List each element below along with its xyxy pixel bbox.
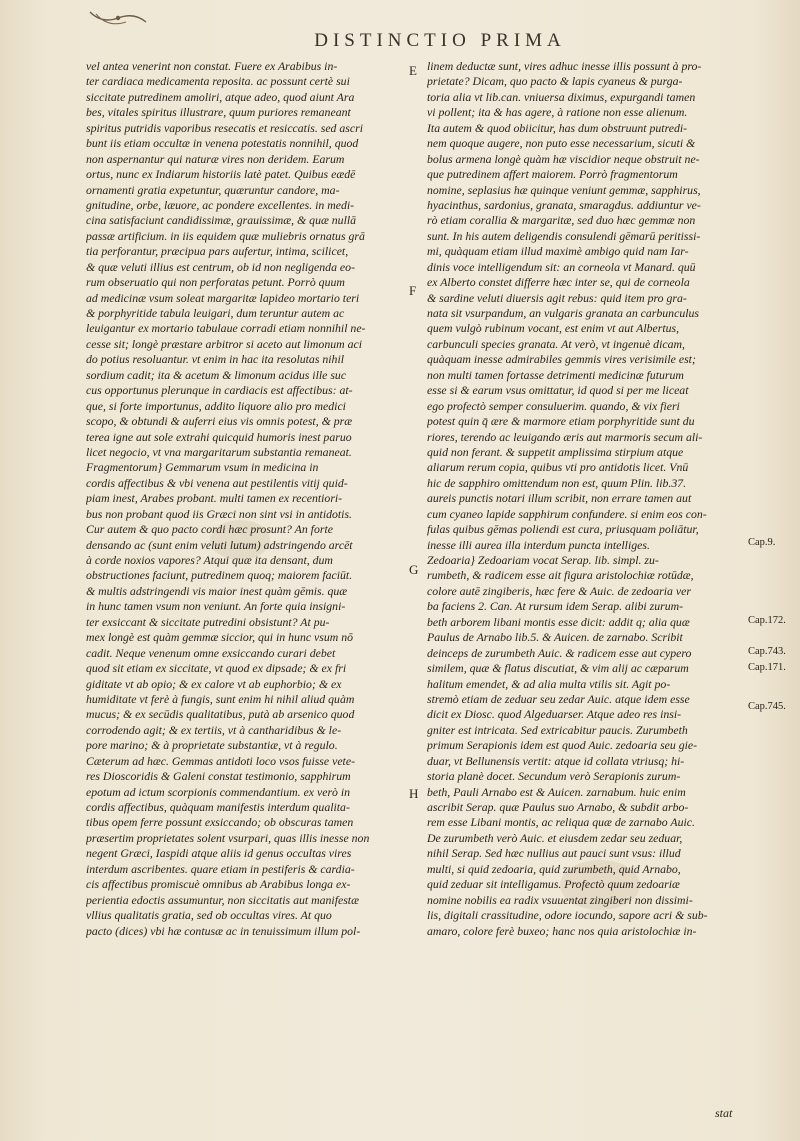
text-line: cis affectibus promiscuè omnibus ab Arabibus longa ex- xyxy=(86,877,351,892)
text-line: non aspernantur qui naturæ vires non deridem. Earum xyxy=(86,151,345,166)
margin-letter-f: F xyxy=(409,283,417,298)
text-line: fulas quibus gēmas poliendi est cura, priusquam poliātur, xyxy=(427,522,699,537)
text-line: ornamenti gratia expetuntur, quæruntur candore, ma- xyxy=(86,182,340,197)
text-line: giditate vt ab opio; & ex calore vt ab euphorbio; & ex xyxy=(86,676,342,691)
text-line: ascribit Serap. quæ Paulus suo Arnabo, & subdit arbo- xyxy=(427,800,689,814)
text-line: perientia edoctis assumuntur, non siccitatis aut manifestæ xyxy=(86,892,359,907)
text-line: aureis punctis notari illum scribit, non errare tamen aut xyxy=(427,491,692,506)
text-line: sunt. In his autem deligendis consulendi gēmarū peritissi- xyxy=(427,228,701,243)
text-line: passæ artificium. in iis equidem quæ muliebris ornatus grā xyxy=(86,228,365,243)
text-line: do potius resoluantur. vt enim in hac ita resolutas nihil xyxy=(86,352,344,367)
text-line: licet negocio, vt vna margaritarum substantia remaneat. xyxy=(86,444,352,459)
text-line: similem, quæ & flatus discutiat, & vim alij ac cæparum xyxy=(427,661,689,676)
text-line: corrodendo agit; & ex tertiis, vt à cantharidibus & le- xyxy=(86,722,342,737)
text-line: scopo, & obtundi & auferri eius vis omnis potest, & præ xyxy=(86,414,353,429)
text-line: cesse sit; longè præstare arbitror si aceto aut limonum aci xyxy=(86,336,363,351)
text-line: præsertim proprietates solent vsurpari, quas illis inesse non xyxy=(86,830,370,845)
text-line: non multi tamen fortasse detrimenti medicinæ futurum xyxy=(427,367,684,382)
text-line: rumbeth, & radicem esse ait figura aristolochiæ rotūdæ, xyxy=(427,568,694,583)
text-line: beth, Pauli Arnabo est & Auicen. zarnabum. huic enim xyxy=(427,784,686,799)
text-line: interdum ascribentes. quare etiam in pestiferis & cardia- xyxy=(86,861,355,876)
text-line: vllius qualitatis gratia, sed ob occultas vires. At quo xyxy=(86,908,332,923)
text-line: toria alia vt lib.can. vniuersa diximus, expurgandi tamen xyxy=(427,89,696,104)
text-line: hic de sapphiro omittendum non est, quum Plin. lib.37. xyxy=(427,475,687,490)
margin-reference: Cap.743. xyxy=(748,646,786,657)
margin-letter-g: G xyxy=(409,562,419,577)
text-line: amaro, colore ferè buxeo; hanc nos quia aristolochiæ in- xyxy=(427,923,697,938)
text-line: nomine nobilis ea radix vsuuentat zingiberi non dissimi- xyxy=(427,892,693,907)
text-line: mex longè est quàm gemmæ siccior, qui in hunc vsum nō xyxy=(86,630,354,645)
text-line: gniter est intricata. Sed extricabitur paucis. Zurumbeth xyxy=(427,722,688,737)
text-line: dicit ex Diosc. quod Algeduarser. Atque adeo res insi- xyxy=(427,707,682,722)
text-line: que, si forte importunus, addito liquore alio pro medici xyxy=(86,398,346,413)
text-line: cum cyaneo lapide sapphirum confundere. si enim eos con- xyxy=(427,506,707,521)
text-line: vi pollent; ita & has agere, à ratione non esse alienum. xyxy=(427,105,688,120)
headpiece-ornament-icon xyxy=(86,8,150,30)
text-line: cus opportunus plerunque in cardiacis est affectibus: at- xyxy=(86,383,353,398)
text-line: densando ac (sunt enim veluti lutum) adstringendo arcēt xyxy=(86,537,353,552)
text-line: sordium cadit; ita & acetum & limonum acidus ille suc xyxy=(86,367,347,382)
text-line: storia planè docet. Secundum verò Serapionis zurum- xyxy=(427,769,681,784)
text-line: deinceps de zurumbeth Auic. & radicem esse aut cypero xyxy=(427,645,692,660)
text-line: quid non ferant. & suppetit amplissima stirpium atque xyxy=(427,444,684,459)
text-line: terea igne aut sole extrahi quicquid humoris inest paruo xyxy=(86,429,352,444)
margin-reference: Cap.171. xyxy=(748,662,786,673)
text-line: epotum ad ictum scorpionis commendantium. ex verò in xyxy=(86,784,351,799)
text-line: rum obseruatio qui non perforatas petunt. Porrò quum xyxy=(86,275,345,290)
text-line: nihil Serap. Sed hæc nullius aut pauci sunt vsus: illud xyxy=(427,846,681,861)
text-line: ad medicinæ vsum soleat margaritæ lapideo mortario teri xyxy=(86,290,360,305)
text-line: lis, digitali crassitudine, odore iocundo, sapore acri & sub- xyxy=(427,908,708,923)
text-line: multi, si quid zedoaria, quid zurumbeth, quid Arnabo, xyxy=(427,861,681,876)
text-line: mucus; & ex secūdis qualitatibus, putà ab arsenico quod xyxy=(86,707,355,722)
text-line: halitum emendet, & ad alia multa vtilis sit. Agit po- xyxy=(427,676,671,691)
text-line: leuigantur ex mortario tabulaue corradi etiam nonnihil ne- xyxy=(86,321,366,336)
text-line: cordis affectibus & vbi venena aut pestilentis vitij quid- xyxy=(86,475,348,490)
text-line: riores, terendo ac leuigando æris aut marmoris secum ali- xyxy=(427,429,703,444)
text-line: quod sit etiam ex siccitate, vt quod ex dipsade; & ex fri xyxy=(86,661,347,676)
margin-reference: Cap.9. xyxy=(748,537,776,548)
text-line: Paulus de Arnabo lib.5. & Auicen. de zarnabo. Scribit xyxy=(427,630,683,645)
text-line: inesse illi aurea illa interdum puncta intelliges. xyxy=(427,537,650,552)
text-line: tia perforantur, præcipua pars aufertur, intima, scilicet, xyxy=(86,244,349,259)
text-line: & quæ veluti illius est centrum, ob id non negligenda eo- xyxy=(86,259,355,274)
text-line: obstructiones faciunt, putredinem quoq; maiorem faciūt. xyxy=(86,568,353,583)
text-line: vel antea venerint non constat. Fuere ex Arabibus in- xyxy=(86,59,338,73)
text-line: prietate? Dicam, quo pacto & lapis cyaneus & purga- xyxy=(427,74,683,89)
text-line: res Dioscoridis & Galeni constat testimonio, sapphirum xyxy=(86,769,351,784)
text-line: rò etiam corallia & margaritæ, sed duo hæc gemmæ non xyxy=(427,213,696,228)
text-line: bes, vitales spiritus illustrare, quum puriores remaneant xyxy=(86,105,351,120)
text-line: potest quin q̄ ære & marmore etiam porphyritide sunt du xyxy=(427,414,695,429)
text-line: ex Alberto constet differre hæc inter se, qui de corneola xyxy=(427,275,690,290)
text-line: Ita autem & quod obiicitur, has dum obstruunt putredi- xyxy=(427,120,688,135)
text-line: linem deductæ sunt, vires adhuc inesse illis possunt à pro- xyxy=(427,59,702,73)
text-line: quàquam inesse admirabiles gemmis vires verisimile est; xyxy=(427,352,696,367)
text-line: Fragmentorum} Gemmarum vsum in medicina in xyxy=(86,460,319,475)
text-line: ter exsiccant & siccitate putredini obsistunt? At pu- xyxy=(86,614,330,629)
text-line: & porphyritide tabula leuigari, dum teruntur autem ac xyxy=(86,306,345,320)
catchword: stat xyxy=(715,1106,733,1120)
text-line: hyacinthus, sardonius, granata, smaragdus. addiuntur ve- xyxy=(427,197,701,212)
text-line: bus non probant quod iis Græci non sint vsi in antidotis. xyxy=(86,506,352,521)
text-line: humiditate vt ferè à fungis, sunt enim hi nihil aliud quàm xyxy=(86,691,355,706)
text-line: ba faciens 2. Can. At rursum idem Serap. alibi zurum- xyxy=(427,599,684,614)
text-line: mi, quàquam etiam illud maximè ambigo quid nam Iar- xyxy=(427,244,689,259)
text-line: bolus armena longè quàm hæ viscidior neque obstruit ne- xyxy=(427,151,700,166)
text-line: esse si & earum vsus omittatur, id quod si per me liceat xyxy=(427,383,689,398)
text-line: tibus opem ferre possunt exsiccando; ob obscuras tamen xyxy=(86,815,354,830)
margin-reference: Cap.745. xyxy=(748,701,786,712)
text-line: piam inest, Arabes probant. multi tamen ex recentiori- xyxy=(86,491,343,506)
margin-letter-e: E xyxy=(409,63,417,78)
text-line: pacto (dices) vbi hæ contusæ ac in tenuissimum illum pol- xyxy=(86,923,361,938)
text-line: quem vulgò rubinum vocant, est enim vt aut Albertus, xyxy=(427,321,680,336)
text-line: quid zeduar sit intelligamus. Profectò quum zedoariæ xyxy=(427,877,680,892)
text-line: stremò etiam de zeduar seu zedar Auic. atque idem esse xyxy=(427,691,690,706)
text-line: De zurumbeth verò Auic. et eiusdem zedar seu zeduar, xyxy=(427,830,683,845)
text-line: cordis affectibus, quàquam manifestis interdum qualita- xyxy=(86,800,350,814)
text-line: negent Græci, Iaspidi atque aliis id genus occultas vires xyxy=(86,846,352,861)
margin-letter-h: H xyxy=(409,786,419,801)
text-line: Cæterum ad hæc. Gemmas antidoti loco vsos fuisse vete- xyxy=(86,753,356,768)
text-line: nata sit vsurpandum, an vulgaris granata an carbunculus xyxy=(427,306,699,320)
text-line: nomine, seplasius hæ quinque veniunt gemmæ, sapphirus, xyxy=(427,182,701,197)
text-line: rem esse Libani montis, ac reliqua quæ de zarnabo Auic. xyxy=(427,815,695,830)
text-line: Cur autem & quo pacto cordi hæc prosunt? An forte xyxy=(86,522,333,537)
text-line: ter cardiaca medicamenta reposita. ac possunt certè sui xyxy=(86,74,350,89)
text-line: nem quoque augere, non puto esse necessarium, sicuti & xyxy=(427,136,696,151)
text-line: cina satisfaciunt candidissimæ, grauissimæ, & quæ nullā xyxy=(86,213,357,228)
left-text-column xyxy=(86,59,400,939)
text-line: bunt iis etiam occultæ in venena potestatis nonnihil, quod xyxy=(86,136,359,151)
text-line: in hunc tamen vsum non veniunt. An forte quia insigni- xyxy=(86,599,346,614)
text-line: ortus, nunc ex Indiarum historiis latè patet. Quibus eædē xyxy=(86,167,356,182)
text-line: cadit. Neque venenum omne exsiccando curari debet xyxy=(86,645,336,660)
text-line: que putredinem affert maiorem. Porrò fragmentorum xyxy=(427,167,678,182)
page-header: DISTINCTIO PRIMA xyxy=(314,30,566,51)
text-line: ego profectò semper consuluerim. quando, & vix fieri xyxy=(427,398,680,413)
text-line: pore marino; & à proprietate substantiæ, vt à regulo. xyxy=(86,738,338,753)
margin-reference: Cap.172. xyxy=(748,615,786,626)
text-line: gnitudine, orbe, læuore, ac pondere excellentes. in medi- xyxy=(86,197,355,212)
text-line: Zedoaria} Zedoariam vocat Serap. lib. simpl. zu- xyxy=(427,553,659,567)
text-line: dinis voce intelligendum sit: an corneola vt Manard. quū xyxy=(427,259,696,274)
text-line: siccitate putredinem amoliri, atque adeo, quod aiunt Ara xyxy=(86,89,355,104)
text-line: duar, vt Bellunensis vertit: atque id collata vtriusq; hi- xyxy=(427,753,685,768)
text-line: colore autē zingiberis, hæc fere & Auic. de zedoaria ver xyxy=(427,583,691,598)
text-line: & sardine veluti diuersis agit rebus: quid item pro gra- xyxy=(427,290,687,305)
text-line: à corde noxios vapores? Atqui quæ ita densant, dum xyxy=(86,553,333,567)
text-line: carbunculi species granata. At verò, vt ingenuè dicam, xyxy=(427,336,685,351)
text-line: primum Serapionis idem est quod Auic. zedoaria seu gie- xyxy=(427,738,698,753)
text-line: spiritus putridis vaporibus resecatis et resiccatis. sed ascri xyxy=(86,120,363,135)
text-line: aliarum rerum copia, quibus vti pro antidotis licet. Vnū xyxy=(427,460,689,475)
right-text-column xyxy=(427,59,741,939)
text-line: & multis adstringendi vis maior inest quàm gēmis. quæ xyxy=(86,583,348,598)
text-line: beth arborem libani montis esse dicit: addit q; alia quæ xyxy=(427,614,690,629)
